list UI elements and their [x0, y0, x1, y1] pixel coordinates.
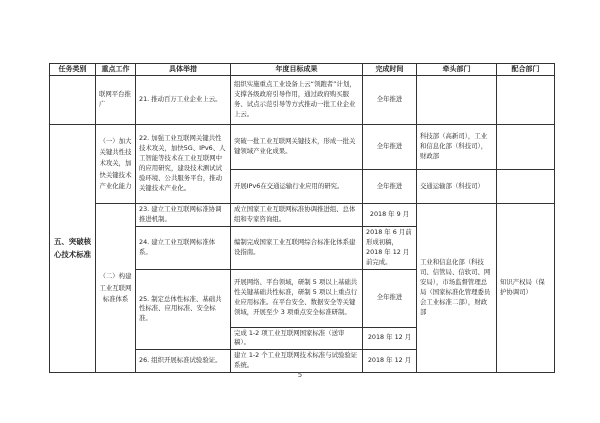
support-cell — [497, 76, 555, 125]
header-deadline: 完成时间 — [363, 64, 417, 76]
header-measure: 具体举措 — [136, 64, 231, 76]
header-lead: 牵头部门 — [417, 64, 497, 76]
deadline-cell: 全年推进 — [363, 76, 417, 125]
deadline-cell: 2018 年 12 月 — [363, 350, 417, 373]
deadline-cell: 2018 年 9 月 — [363, 204, 417, 227]
header-support: 配合部门 — [497, 64, 555, 76]
support-cell: 知识产权局（保护协调司） — [497, 204, 555, 373]
lead-cell: 科技部（高新司），工业和信息化部（科技司），财政部 — [417, 125, 497, 170]
header-row — [50, 64, 555, 76]
measure-cell: 22. 加强工业互联网关键共性技术攻关，加快5G、IPv6、人工智能等技术在工业互联网中的应用研究，建设技术测试试验环境、公共服务平台，推动关键技术产业化。 — [136, 125, 231, 204]
deadline-cell: 全年推进 — [363, 170, 417, 204]
header-focus: 重点工作 — [96, 64, 136, 76]
lead-cell: 交通运输部（科技司） — [417, 170, 497, 204]
page-number: 5 — [297, 371, 303, 379]
task-table — [49, 63, 555, 373]
table-row — [50, 76, 555, 125]
table-row — [50, 125, 555, 170]
goal-cell: 完成 1-2 项工业互联网国家标准（送审稿）。 — [231, 327, 363, 350]
measure-cell: 24. 建立工业互联网标准体系。 — [136, 226, 231, 269]
deadline-cell: 2018 年 6 月前形成初稿，2018 年 12 月前完成。 — [363, 226, 417, 269]
goal-cell: 建立 1-2 个工业互联网技术标准与试验验证系统。 — [231, 350, 363, 373]
measure-cell: 25. 制定总体性标准、基础共性标准、应用标准、安全标准。 — [136, 269, 231, 350]
header-annual-goal: 年度目标成果 — [231, 64, 363, 76]
category-cell-empty — [50, 76, 96, 125]
category-cell: 五、突破核心技术标准 — [50, 125, 96, 373]
goal-cell: 编制完成国家工业互联网综合标准化体系建设指南。 — [231, 226, 363, 269]
goal-cell: 开展网络、平台领域，研制 5 项以上基础共性关键基础共性标准，研制 5 项以上重点行业应用标准。在平台安全、数据安全等关键领域，开展至少 3 项重点安全标准研制。 — [231, 269, 363, 327]
header-category: 任务类别 — [50, 64, 96, 76]
support-cell — [497, 170, 555, 204]
section-title-2: （二）构建工业互联网标准体系 — [96, 204, 136, 373]
section-title-1: （一）加大关键共性技术攻关，加快关键技术产业化能力 — [96, 125, 136, 204]
goal-cell: 成立国家工业互联网标准协调推进组、总体组和专家咨询组。 — [231, 204, 363, 227]
table-row — [50, 204, 555, 227]
goal-cell: 组织实施重点工业设备上云“领跑者”计划，支撑各级政府引导作用，通过政府购买服务、试点示范引导等方式推动一批工业企业上云。 — [231, 76, 363, 125]
lead-cell — [417, 76, 497, 125]
measure-cell: 21. 推动百万工业企业上云。 — [136, 76, 231, 125]
lead-cell: 工业和信息化部（科技司、信管局、信软司、网安局），市场监督管理总局（国家标准化管理委员会工业标准二部），财政部 — [417, 204, 497, 373]
goal-cell: 突破一批工业互联网关键技术，形成一批关键领域产业化成果。 — [231, 125, 363, 170]
deadline-cell: 全年推进 — [363, 269, 417, 327]
measure-cell: 23. 建立工业互联网标准协调推进机制。 — [136, 204, 231, 227]
goal-cell: 开展IPv6在交通运输行业应用的研究。 — [231, 170, 363, 204]
deadline-cell: 全年推进 — [363, 125, 417, 170]
support-cell — [497, 125, 555, 170]
focus-cell: 联网平台推广 — [96, 76, 136, 125]
deadline-cell: 2018 年 12 月 — [363, 327, 417, 350]
measure-cell: 26. 组织开展标准试验验证。 — [136, 350, 231, 373]
